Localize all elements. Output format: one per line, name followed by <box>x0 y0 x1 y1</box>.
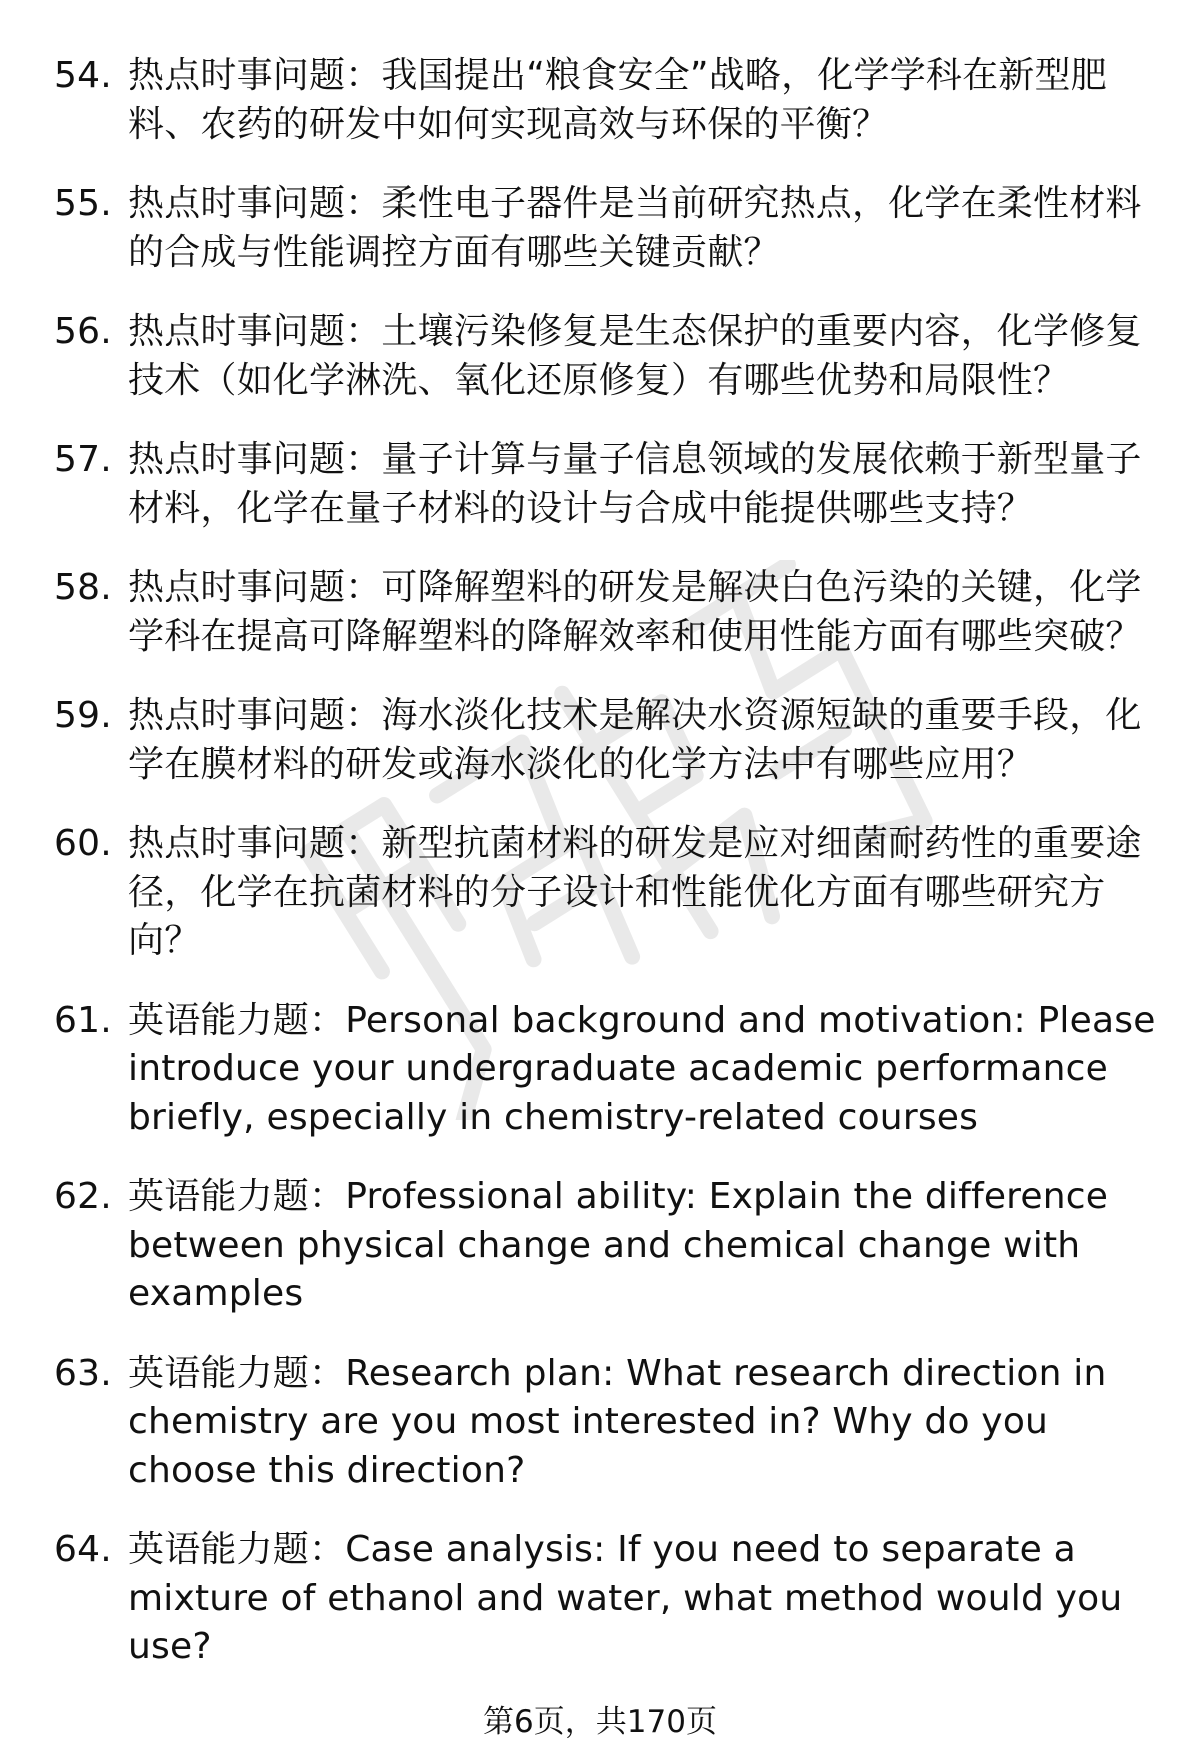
question-item <box>54 564 1164 661</box>
question-list <box>54 52 1164 1672</box>
question-text: 热点时事问题：新型抗菌材料的研发是应对细菌耐药性的重要途径，化学在抗菌材料的分子设计和性能优化方面有哪些研究方向？ <box>128 823 1142 961</box>
question-item <box>54 997 1164 1143</box>
question-text: 热点时事问题：土壤污染修复是生态保护的重要内容，化学修复技术（如化学淋洗、氧化还原修复）有哪些优势和局限性？ <box>128 311 1142 401</box>
question-item <box>54 180 1164 277</box>
question-item <box>54 52 1164 149</box>
question-text: 英语能力题：Professional ability: Explain the difference between physical change and chemical change with examples <box>128 1176 1109 1314</box>
question-text: 英语能力题：Research plan: What research direction in chemistry are you most interested in? Why do you choose this direction? <box>128 1352 1107 1491</box>
question-item <box>54 692 1164 789</box>
question-item <box>54 1173 1164 1319</box>
question-number: 59. <box>54 695 112 736</box>
question-number: 62. <box>54 1176 112 1217</box>
question-item <box>54 820 1164 966</box>
question-item <box>54 1350 1164 1496</box>
question-text: 英语能力题：Personal background and motivation: Please introduce your undergraduate academic performance briefly, especially in chemistry-related courses <box>128 999 1156 1138</box>
question-number: 57. <box>54 439 112 480</box>
question-number: 58. <box>54 567 112 608</box>
question-text: 热点时事问题：量子计算与量子信息领域的发展依赖于新型量子材料，化学在量子材料的设计与合成中能提供哪些支持？ <box>128 439 1142 529</box>
question-number: 60. <box>54 823 112 864</box>
question-number: 56. <box>54 311 112 352</box>
question-text: 热点时事问题：可降解塑料的研发是解决白色污染的关键，化学学科在提高可降解塑料的降解效率和使用性能方面有哪些突破？ <box>128 567 1142 657</box>
question-number: 63. <box>54 1352 112 1394</box>
page-footer: 第6页，共170页 <box>483 1704 717 1740</box>
question-text: 热点时事问题：柔性电子器件是当前研究热点，化学在柔性材料的合成与性能调控方面有哪些关键贡献？ <box>128 183 1142 273</box>
question-text: 热点时事问题：我国提出“粮食安全”战略，化学学科在新型肥料、农药的研发中如何实现高效与环保的平衡？ <box>128 55 1107 145</box>
question-text: 热点时事问题：海水淡化技术是解决水资源短缺的重要手段，化学在膜材料的研发或海水淡化的化学方法中有哪些应用？ <box>128 695 1142 785</box>
question-item <box>54 308 1164 405</box>
question-item <box>54 436 1164 533</box>
question-item <box>54 1526 1164 1672</box>
question-text: 英语能力题：Case analysis: If you need to separate a mixture of ethanol and water, what method would you use? <box>128 1529 1123 1667</box>
question-number: 54. <box>54 55 112 96</box>
question-number: 55. <box>54 183 112 224</box>
question-number: 64. <box>54 1529 112 1570</box>
question-number: 61. <box>54 999 112 1041</box>
